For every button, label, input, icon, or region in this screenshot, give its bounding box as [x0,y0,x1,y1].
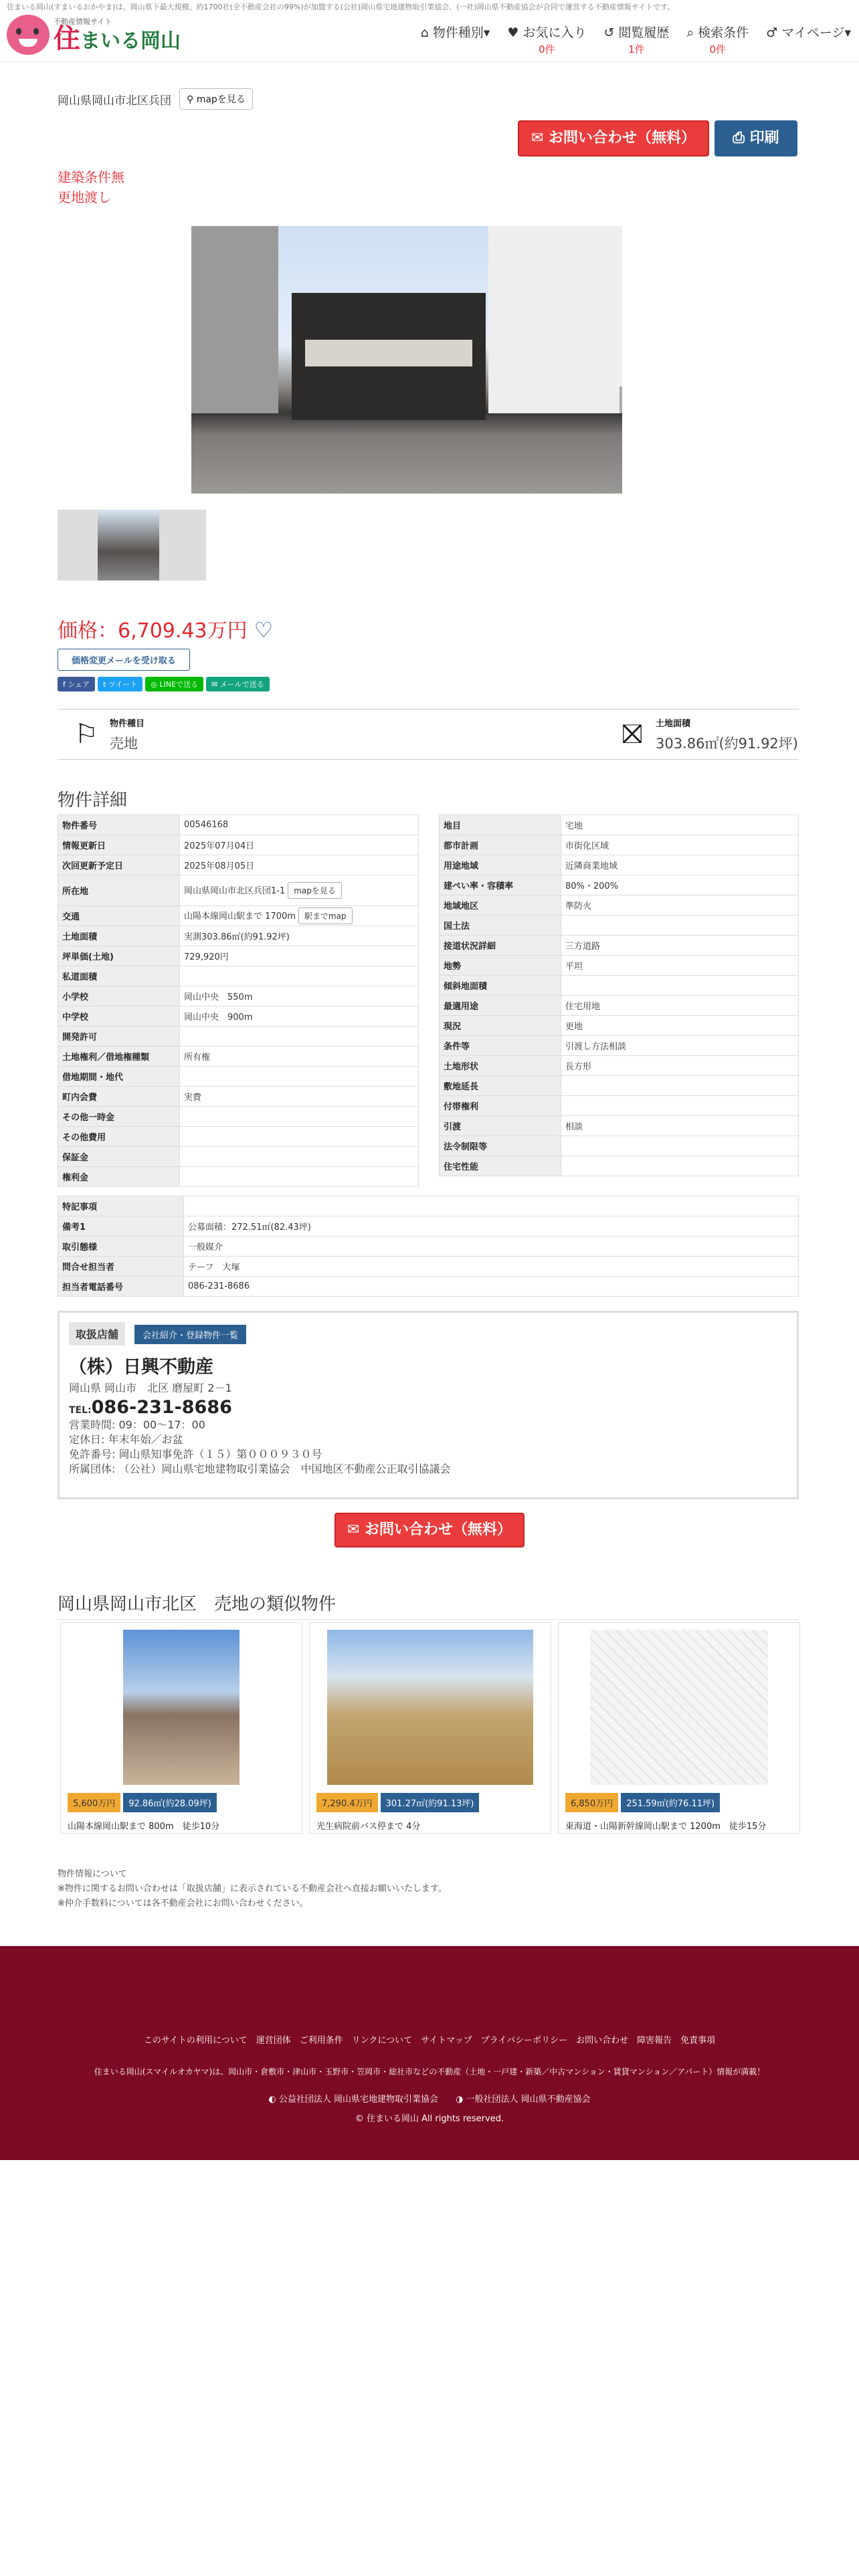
land-icon: ⛝ [622,719,643,750]
detail-value-text: 相談 [565,1122,583,1132]
detail-value [184,1196,799,1216]
detail-value [184,1257,799,1277]
mascot-icon [7,15,50,55]
condition-2: 更地渡し [58,189,111,205]
detail-key: 交通 [58,906,180,926]
detail-row [58,966,419,986]
detail-value [561,1076,799,1096]
detail-value [180,1006,419,1027]
detail-key: 国土法 [440,916,561,936]
photo-thumbnail[interactable] [58,510,206,580]
main-nav [421,23,851,56]
detail-row [58,906,419,926]
agent-listings-link[interactable]: 会社紹介・登録物件一覧 [134,1325,246,1344]
facebook-icon: f [63,680,68,689]
line-share-button[interactable]: ◎ LINEで送る [145,677,203,691]
detail-value-text: 実測303.86㎡(約91.92坪) [184,932,290,942]
heart-icon: ♥ [507,25,523,40]
detail-table-right [439,815,799,1176]
agent-tag: 取扱店舗 [69,1322,125,1346]
detail-key: 最適用途 [440,996,561,1016]
detail-row [58,946,419,966]
detail-key: 保証金 [58,1147,180,1167]
detail-row [440,815,799,835]
org-logo-icon: ◐ [268,2095,279,2105]
inline-map-button[interactable]: mapを見る [288,882,342,899]
detail-value [180,815,419,835]
nav-property-type[interactable]: ⌂ 物件種別▾ [420,25,490,40]
detail-value [180,1067,419,1087]
detail-key: 私道面積 [58,966,180,986]
detail-value [561,835,799,855]
footer-description: 住まいる岡山(スマイルオカヤマ)は、岡山市・倉敷市・津山市・玉野市・笠岡市・総社市などの不動産（土地・一戸建・新築／中古マンション・賃貸マンション／アパート）情報が満載！ [94,2067,765,2076]
similar-area: 301.27㎡(約91.13坪) [381,1793,480,1812]
detail-value [180,1147,419,1167]
detail-value [184,1277,799,1297]
price-alert-button[interactable]: 価格変更メールを受け取る [58,649,190,671]
detail-key: 所在地 [58,875,180,906]
detail-key: 情報更新日 [58,835,180,855]
detail-value-text: 086-231-8686 [188,1281,250,1291]
detail-value [180,1127,419,1147]
detail-key: 都市計画 [440,835,561,855]
detail-row [58,1216,799,1237]
detail-value [561,956,799,976]
detail-key: 用途地域 [440,855,561,875]
detail-key: 付帯権利 [440,1096,561,1116]
detail-row [440,1116,799,1136]
detail-value-text: 長方形 [565,1062,592,1072]
detail-row [58,1067,419,1087]
history-icon: ↺ [603,25,619,40]
detail-value [180,986,419,1006]
detail-value-text: 80%・200% [565,881,619,891]
detail-key: 町内会費 [58,1087,180,1107]
search-icon: ⌕ [686,25,698,40]
area-label: 土地面積 [656,718,691,729]
footer-links[interactable]: このサイトの利用について 運営団体 ご利用条件 リンクについて サイトマップ プライバシーポリシー お問い合わせ 障害報告 免責事項 [143,2036,716,2046]
mail-share-button[interactable]: ✉ メールで送る [206,677,270,691]
detail-value [561,916,799,936]
detail-value-text: 一般媒介 [188,1243,223,1253]
detail-key: 取引態様 [58,1237,184,1257]
detail-value-text: 更地 [565,1022,583,1032]
detail-key: 傾斜地面積 [440,976,561,996]
property-photo [191,226,622,494]
detail-row [58,1027,419,1047]
detail-key: 土地形状 [440,1056,561,1076]
line-icon: ◎ [151,680,160,689]
favorites-count: 0件 [539,43,555,56]
detail-value [561,1056,799,1076]
detail-key: 物件番号 [58,815,180,835]
agent-name: （株）日興不動産 [69,1357,213,1378]
detail-row [58,986,419,1006]
detail-value [180,1107,419,1127]
nav-saved-search[interactable]: ⌕ 検索条件 0件 [686,25,749,56]
detail-row [440,1136,799,1156]
detail-key: 問合せ担当者 [58,1257,184,1277]
site-description: 住まいる岡山(すまいるおかやま)は、岡山県下最大規模、約1700社(全不動産会社の99%)が加盟する(公社)岡山県宅地建物取引業協会、(一社)岡山県不動産協会が合同で運営する不動産情報サイトです。 [7,3,675,11]
footer [0,1946,859,2160]
detail-value [561,1136,799,1156]
detail-key: 中学校 [58,1006,180,1027]
detail-key: 法令制限等 [440,1136,561,1156]
detail-value-text: 市街化区域 [565,841,609,851]
detail-key: 借地期間・地代 [58,1067,180,1087]
similar-price: 6,850万円 [565,1793,618,1812]
detail-value-text: 00546168 [184,820,229,830]
share-buttons [58,677,270,691]
detail-row [58,1006,419,1027]
note-line: 物件情報について [58,1869,127,1879]
detail-value [561,1036,799,1056]
detail-key: その他一時金 [58,1107,180,1127]
mail-icon: ✉ [211,680,220,689]
detail-row [58,875,419,906]
header [0,12,859,62]
envelope-icon: ✉ [531,130,549,146]
similar-area: 92.86㎡(約28.09坪) [123,1793,217,1812]
twitter-share-button[interactable]: t ツイート [98,677,142,691]
similar-price: 7,290.4万円 [316,1793,378,1812]
detail-key: 次回更新予定日 [58,855,180,875]
detail-row [58,926,419,946]
agent-hours: 営業時間: 09：00〜17：00 [69,1418,205,1431]
detail-key: 条件等 [440,1036,561,1056]
agent-tel[interactable]: 086-231-8686 [91,1397,232,1418]
detail-row [58,1047,419,1067]
detail-key: 坪単価(土地) [58,946,180,966]
detail-key: その他費用 [58,1127,180,1147]
detail-table-left [58,815,419,1187]
detail-value [561,855,799,875]
detail-table-bottom [58,1196,799,1297]
detail-value [561,1016,799,1036]
detail-value [561,976,799,996]
agent-box [58,1311,799,1499]
detail-value-text: 2025年07月04日 [184,841,255,851]
detail-row [58,1087,419,1107]
detail-key: 接道状況詳細 [440,936,561,956]
detail-value [180,946,419,966]
contact-button-bottom[interactable]: ✉ お問い合わせ（無料） [335,1513,524,1547]
detail-value-text: 所有権 [184,1053,211,1063]
agent-address: 岡山県 岡山市 北区 磨屋町 2－1 [69,1382,232,1394]
site-logo[interactable] [7,15,181,55]
nav-favorites[interactable]: ♥ お気に入り 0件 [507,25,587,56]
envelope-icon: ✉ [347,1521,365,1538]
detail-value-text: 準防火 [565,901,592,911]
user-icon: ♂ [766,25,782,40]
location-text: 岡山県岡山市北区兵団 [58,94,171,108]
detail-key: 敷地延長 [440,1076,561,1096]
detail-value [561,875,799,895]
detail-key: 地目 [440,815,561,835]
detail-key: 引渡 [440,1116,561,1136]
detail-value-text: 2025年08月05日 [184,861,255,871]
contact-button-top[interactable]: ✉ お問い合わせ（無料） [518,120,709,156]
similar-caption: 光生病院前バス停まで 4分 [316,1822,421,1832]
detail-key: 小学校 [58,986,180,1006]
detail-row [440,855,799,875]
detail-value-text: テーフ 大塚 [188,1263,240,1273]
price: 価格：6,709.43万円 ♡ [58,617,274,643]
detail-value [180,1047,419,1067]
detail-value [180,966,419,986]
detail-row [440,956,799,976]
similar-photo [327,1630,533,1785]
detail-row [440,996,799,1016]
detail-key: 特記事項 [58,1196,184,1216]
detail-value-text: 住宅用地 [565,1002,601,1012]
detail-value [561,996,799,1016]
detail-value [180,855,419,875]
detail-value [561,936,799,956]
detail-value [180,906,419,926]
detail-row [440,1076,799,1096]
map-marker-icon: ⚲ [187,94,197,105]
detail-row [58,855,419,875]
similar-card[interactable] [60,1622,302,1834]
detail-row [440,1096,799,1116]
twitter-icon: t [103,680,108,689]
detail-value [180,875,419,906]
detail-value [184,1216,799,1237]
detail-value [180,1087,419,1107]
nav-history[interactable]: ↺ 閲覧履歴 1件 [603,25,670,56]
flag-icon: ⚐ [74,719,98,750]
detail-key: 建ぺい率・容積率 [440,875,561,895]
detail-row [58,1237,799,1257]
facebook-share-button[interactable]: f シェア [58,677,95,691]
map-button[interactable]: ⚲ mapを見る [179,88,253,110]
type-value: 売地 [110,735,138,752]
detail-value-text: 宅地 [565,821,583,831]
detail-key: 開発許可 [58,1027,180,1047]
detail-key: 権利金 [58,1167,180,1187]
footer-org-1[interactable]: 公益社団法人 岡山県宅地建物取引業協会 [278,2095,438,2105]
detail-row [58,1127,419,1147]
agent-license: 免許番号: 岡山県知事免許（１５）第０００９３０号 [69,1448,322,1461]
logo-char: 住 [54,23,80,54]
logo-subtitle: 不動産情報サイト [54,17,112,26]
nav-mypage[interactable]: ♂ マイページ▾ [766,25,851,40]
detail-key: 担当者電話番号 [58,1277,184,1297]
home-icon: ⌂ [420,25,433,40]
detail-key: 備考1 [58,1216,184,1237]
detail-value [561,815,799,835]
similar-caption: 東海道・山陽新幹線岡山駅まで 1200m 徒歩15分 [565,1822,767,1832]
similar-area: 251.59㎡(約76.11坪) [621,1793,720,1812]
detail-value-text: 近隣商業地域 [565,861,618,871]
detail-row [58,815,419,835]
detail-value-text: 山陽本線岡山駅まで 1700m [184,911,296,922]
similar-map-image [590,1630,768,1785]
detail-row [58,1196,799,1216]
inline-map-button[interactable]: 駅までmap [298,907,353,924]
detail-key: 住宅性能 [440,1156,561,1176]
detail-value [180,1027,419,1047]
detail-row [58,1107,419,1127]
detail-row [440,875,799,895]
similar-price: 5,600万円 [68,1793,120,1812]
detail-value [561,895,799,916]
detail-value [180,926,419,946]
detail-value [180,835,419,855]
detail-row [440,916,799,936]
detail-value [561,1116,799,1136]
print-icon: ⎙ [733,130,750,146]
condition-1: 建築条件無 [58,169,124,185]
similar-card[interactable] [309,1622,551,1834]
detail-value-text: 引渡し方法相談 [565,1042,627,1052]
breadcrumb [58,88,799,110]
similar-card[interactable] [558,1622,800,1834]
notes [58,1867,447,1911]
property-summary [58,709,799,760]
logo-name: まいる岡山 [80,29,181,53]
detail-key: 地勢 [440,956,561,976]
detail-value-text: 公募面積：272.51㎡(82.43坪) [188,1222,311,1232]
similar-heading: 岡山県岡山市北区 売地の類似物件 [58,1590,799,1620]
detail-row [440,895,799,916]
detail-row [440,936,799,956]
area-value: 303.86㎡(約91.92坪) [656,735,798,752]
detail-row [440,1036,799,1056]
detail-row [440,1056,799,1076]
agent-holiday: 定休日: 年末年始／お盆 [69,1433,183,1446]
detail-heading: 物件詳細 [58,790,128,811]
detail-value [184,1237,799,1257]
detail-row [440,1016,799,1036]
detail-value [561,1156,799,1176]
agent-tel-label: TEL: [69,1405,92,1416]
org-logo-icon: ◑ [456,2095,466,2105]
detail-value-text: 729,920円 [184,952,229,962]
print-button[interactable]: ⎙ 印刷 [714,120,797,156]
favorite-heart-icon[interactable]: ♡ [254,617,274,643]
copyright: © 住まいる岡山 All rights reserved. [355,2114,504,2124]
note-line: ※仲介手数料については各不動産会社にお問い合わせください。 [58,1899,308,1909]
detail-row [58,835,419,855]
note-line: ※物件に関するお問い合わせは「取扱店舗」に表示されている不動産会社へ直接お願いいたします。 [58,1884,447,1894]
saved-search-count: 0件 [709,43,727,56]
detail-key: 地域地区 [440,895,561,916]
detail-value-text: 平坦 [565,962,583,972]
footer-org-2[interactable]: 一般社団法人 岡山県不動産協会 [466,2095,591,2105]
detail-row [440,976,799,996]
detail-row [58,1167,419,1187]
history-count: 1件 [628,43,645,56]
similar-photo [123,1630,240,1785]
detail-value-text: 岡山中央 900m [184,1012,253,1023]
detail-row [440,1156,799,1176]
detail-key: 土地面積 [58,926,180,946]
detail-value [561,1096,799,1116]
type-label: 物件種目 [110,718,145,729]
detail-key: 現況 [440,1016,561,1036]
detail-row [58,1257,799,1277]
detail-row [58,1147,419,1167]
detail-row [440,835,799,855]
detail-value [180,1167,419,1187]
detail-value-text: 岡山県岡山市北区兵団1-1 [184,886,286,896]
detail-key: 土地権利／借地権種類 [58,1047,180,1067]
detail-value-text: 実費 [184,1093,202,1103]
similar-caption: 山陽本線岡山駅まで 800m 徒歩10分 [68,1822,220,1832]
detail-row [58,1277,799,1297]
agent-member: 所属団体: （公社）岡山県宅地建物取引業協会 中国地区不動産公正取引協議会 [69,1463,451,1475]
detail-value-text: 岡山中央 550m [184,992,253,1002]
detail-value-text: 三方道路 [565,942,601,952]
